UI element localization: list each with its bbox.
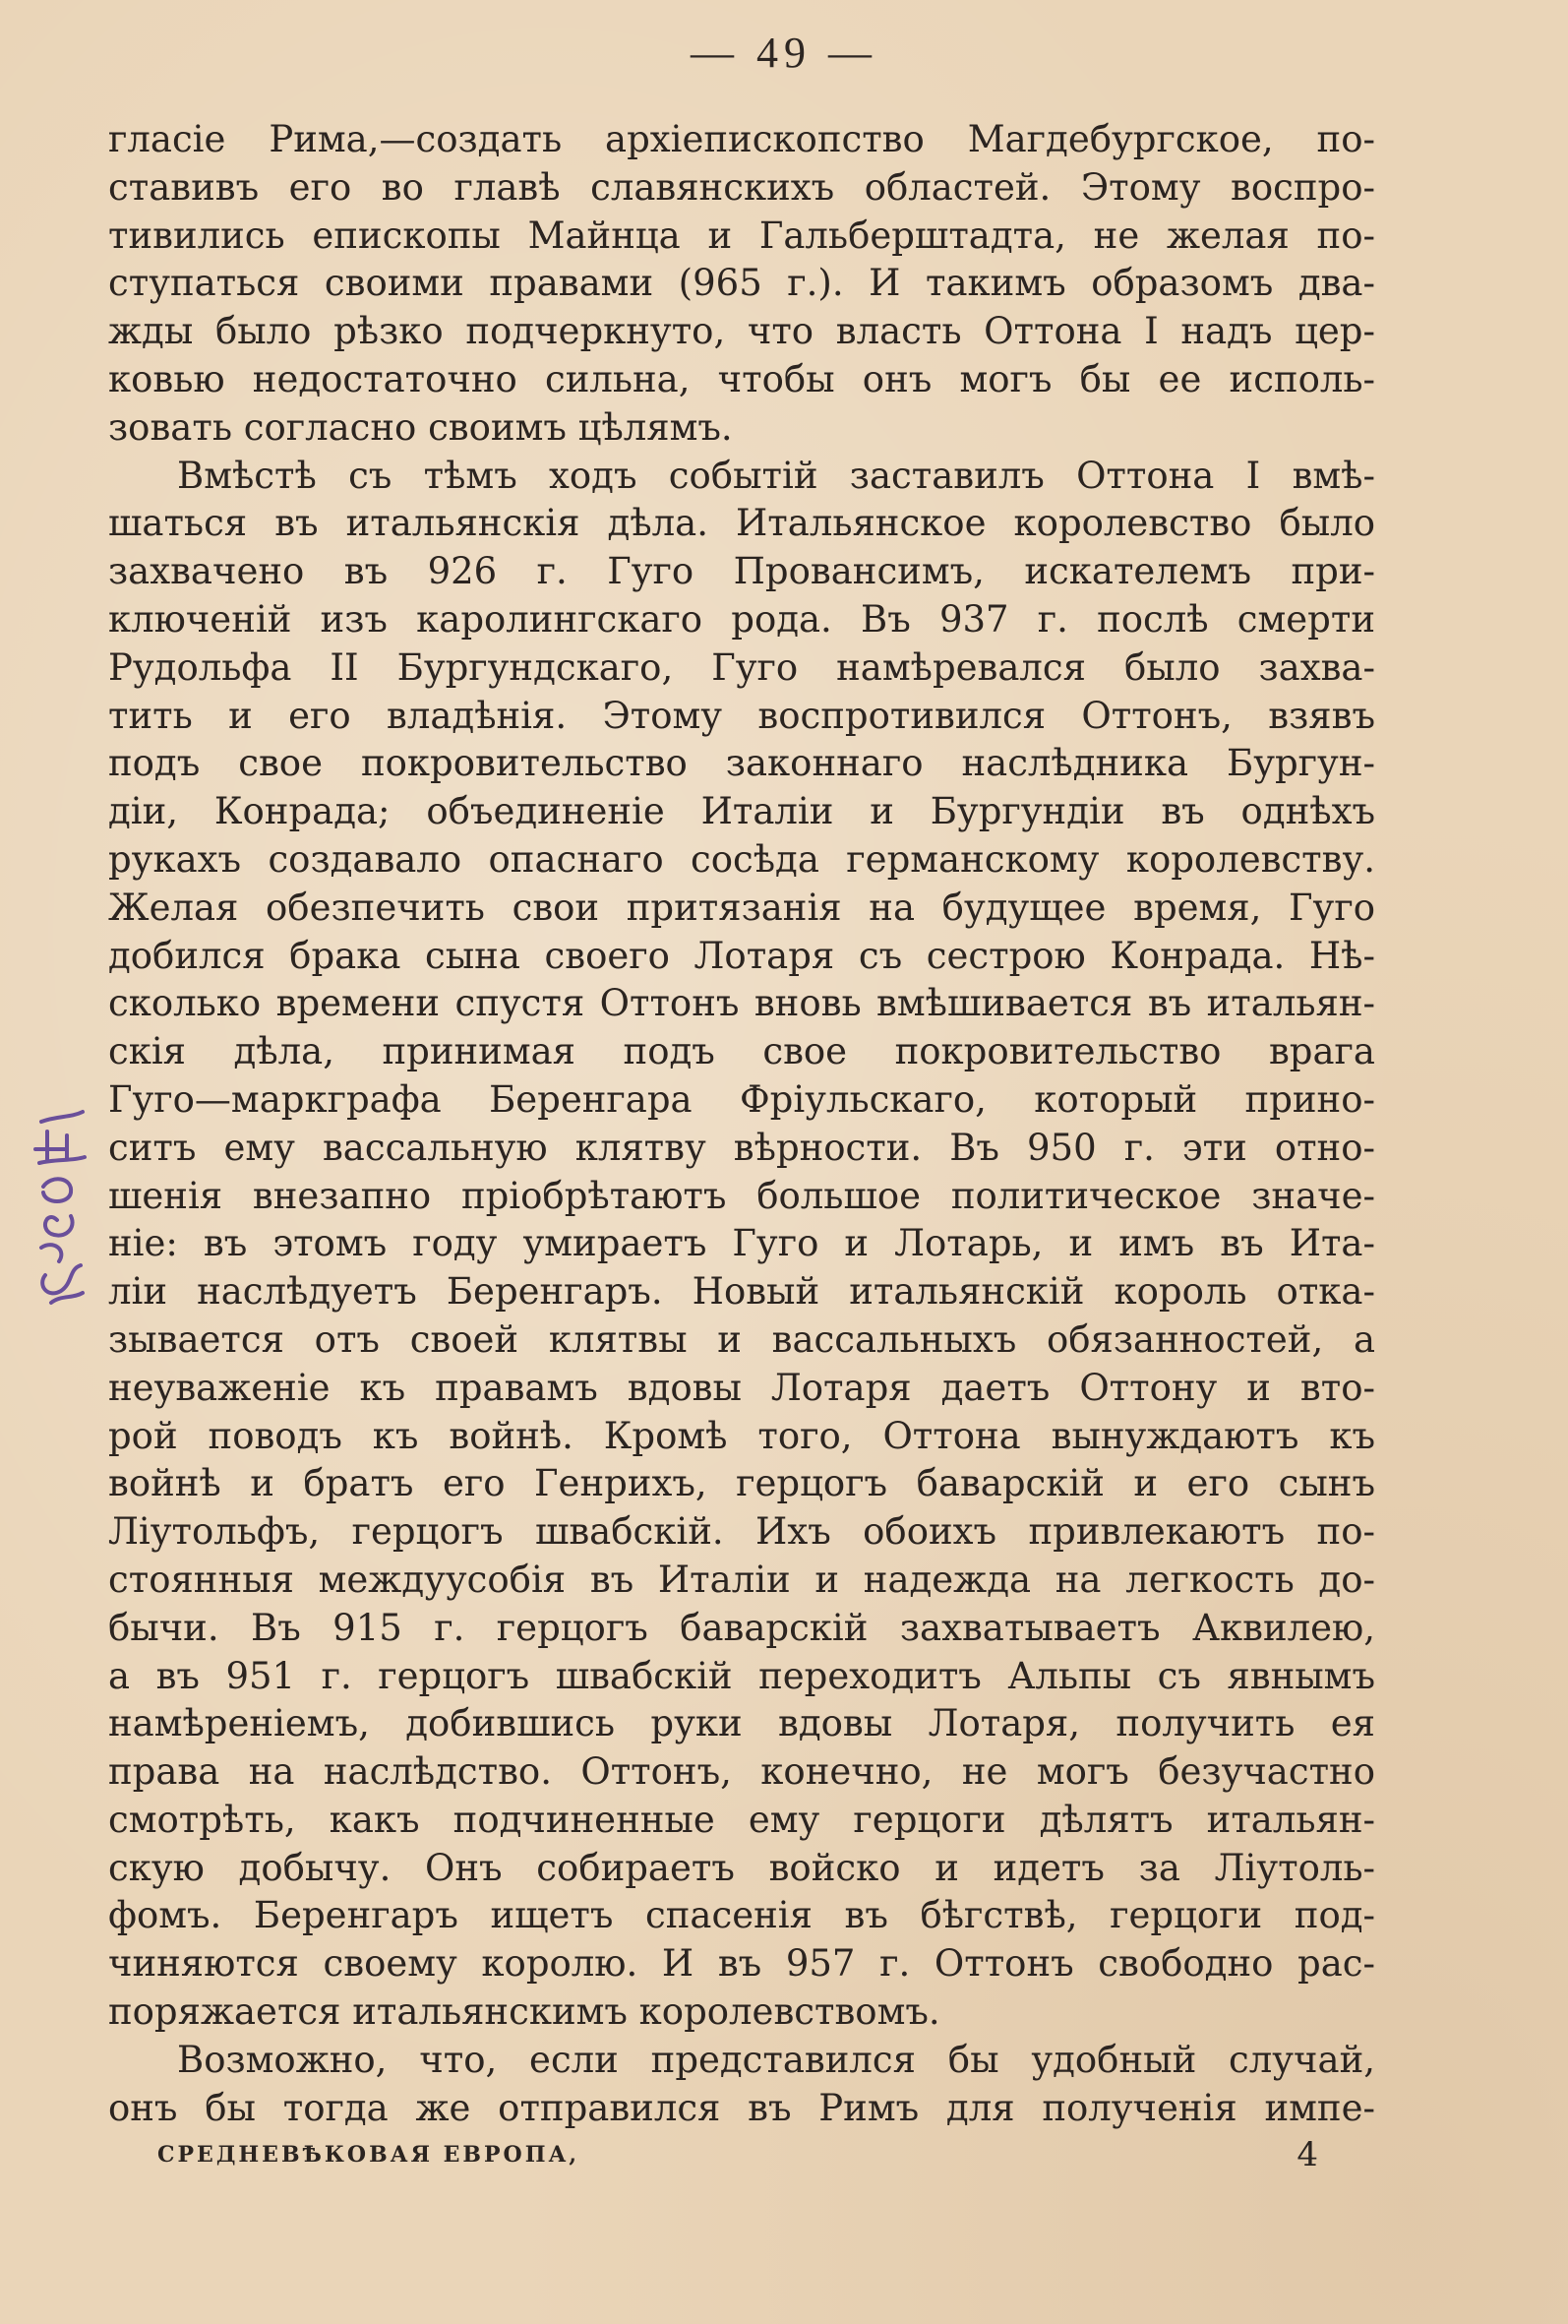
- text-line: скія дѣла, принимая подъ свое покровительство врага: [108, 1030, 1375, 1073]
- text-line: Гуго—маркграфа Беренгара Фріульскаго, который прино-: [108, 1077, 1375, 1121]
- text-line: Ліутольфъ, герцогъ швабскій. Ихъ обоихъ привлекаютъ по-: [108, 1510, 1375, 1554]
- text-line: права на наслѣдство. Оттонъ, конечно, не могъ безучастно: [108, 1750, 1375, 1794]
- text-line: бычи. Въ 915 г. герцогъ баварскій захватываетъ Аквилею,: [108, 1606, 1375, 1649]
- text-line: захвачено въ 926 г. Гуго Провансимъ, искателемъ при-: [108, 550, 1375, 593]
- page-footer: [157, 2133, 1318, 2176]
- text-line: рой поводъ къ войнѣ. Кромѣ того, Оттона вынуждаютъ къ: [108, 1414, 1375, 1457]
- body-text: [108, 116, 1375, 2132]
- text-line: а въ 951 г. герцогъ швабскій переходитъ Альпы съ явнымъ: [108, 1654, 1375, 1697]
- book-title-footer: СРЕДНЕВѢКОВАЯ ЕВРОПА,: [157, 2142, 580, 2168]
- signature-mark: 4: [1297, 2135, 1318, 2174]
- text-line: ліи наслѣдуетъ Беренгаръ. Новый итальянскій король отка-: [108, 1270, 1375, 1314]
- text-line: ковью недостаточно сильна, чтобы онъ могъ бы ее исполь-: [108, 357, 1375, 400]
- text-line: Желая обезпечить свои притязанія на будущее время, Гуго: [108, 886, 1375, 929]
- margin-annotation-icon: [28, 1102, 96, 1318]
- text-line: шенія внезапно пріобрѣтаютъ большое политическое значе-: [108, 1174, 1375, 1217]
- text-line: ніе: въ этомъ году умираетъ Гуго и Лотарь, и имъ въ Ита-: [108, 1222, 1375, 1265]
- text-line: шаться въ итальянскія дѣла. Итальянское королевство было: [108, 502, 1375, 545]
- text-line: намѣреніемъ, добившись руки вдовы Лотаря, получить ея: [108, 1702, 1375, 1745]
- text-line: фомъ. Беренгаръ ищетъ спасенія въ бѣгствѣ, герцоги под-: [108, 1894, 1375, 1937]
- text-line: чиняются своему королю. И въ 957 г. Оттонъ свободно рас-: [108, 1942, 1375, 1986]
- text-line: онъ бы тогда же отправился въ Римъ для полученія импе-: [108, 2086, 1375, 2129]
- text-line: зывается отъ своей клятвы и вассальныхъ обязанностей, а: [108, 1317, 1375, 1361]
- text-line: войнѣ и братъ его Генрихъ, герцогъ баварскій и его сынъ: [108, 1462, 1375, 1505]
- text-line: зовать согласно своимъ цѣлямъ.: [108, 405, 733, 449]
- text-line: рукахъ создавало опаснаго сосѣда германскому королевству.: [108, 837, 1375, 881]
- text-line: Вмѣстѣ съ тѣмъ ходъ событій заставилъ Оттона I вмѣ-: [177, 454, 1375, 497]
- text-line: тивились епископы Майнца и Гальберштадта, не желая по-: [108, 214, 1375, 257]
- page-number: — 49 —: [691, 29, 877, 77]
- text-line: добился брака сына своего Лотаря съ сестрою Конрада. Нѣ-: [108, 934, 1375, 977]
- text-line: ступаться своими правами (965 г.). И такимъ образомъ два-: [108, 262, 1375, 305]
- text-line: Возможно, что, если представился бы удобный случай,: [177, 2038, 1375, 2081]
- text-line: неуваженіе къ правамъ вдовы Лотаря даетъ Оттону и вто-: [108, 1366, 1375, 1409]
- text-line: подъ свое покровительство законнаго наслѣдника Бургун-: [108, 742, 1375, 785]
- text-line: гласіе Рима,—создать архіепископство Магдебургское, по-: [108, 118, 1375, 160]
- text-line: тить и его владѣнія. Этому воспротивился Оттонъ, взявъ: [108, 694, 1375, 737]
- text-line: діи, Конрада; объединеніе Италіи и Бургундіи въ однѣхъ: [108, 790, 1375, 833]
- text-line: Рудольфа II Бургундскаго, Гуго намѣревался было захва-: [108, 645, 1375, 689]
- text-line: ставивъ его во главѣ славянскихъ областей. Этому воспро-: [108, 165, 1375, 209]
- text-line: сколько времени спустя Оттонъ вновь вмѣшивается въ итальян-: [108, 982, 1375, 1025]
- text-line: ситъ ему вассальную клятву вѣрности. Въ 950 г. эти отно-: [108, 1126, 1375, 1169]
- text-line: стоянныя междуусобія въ Италіи и надежда на легкость до-: [108, 1558, 1375, 1601]
- text-line: смотрѣть, какъ подчиненные ему герцоги дѣлятъ итальян-: [108, 1798, 1375, 1841]
- text-line: жды было рѣзко подчеркнуто, что власть Оттона I надъ цер-: [108, 310, 1375, 353]
- text-line: ключеній изъ каролингскаго рода. Въ 937 г. послѣ смерти: [108, 597, 1375, 641]
- text-line: поряжается итальянскимъ королевствомъ.: [108, 1990, 940, 2034]
- text-line: скую добычу. Онъ собираетъ войско и идетъ за Ліутоль-: [108, 1846, 1375, 1889]
